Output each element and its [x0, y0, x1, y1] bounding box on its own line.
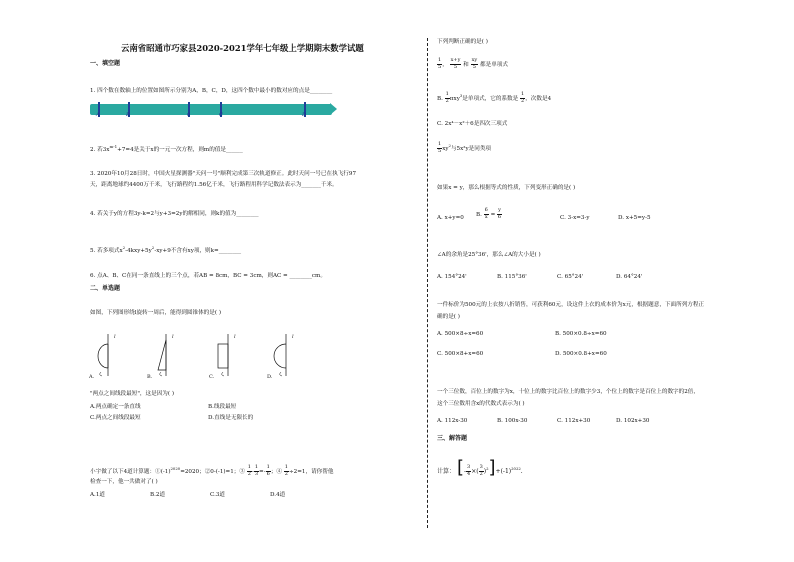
- number-line-arrow: [330, 103, 337, 115]
- q8-option-d: D.直线是无限长的: [208, 415, 254, 421]
- question-1: 1. 四个数在数轴上的位置如图所示分别为A，B，C，D，这四个数中最小的数对应的点是________: [90, 88, 333, 94]
- q8-option-b: B.线段最短: [208, 404, 237, 410]
- question-5: 5. 若多项式$x^2-4kxy+5y^2-xy+9$不含有xy项，则k=________: [90, 245, 242, 254]
- question-4: 4. 若关于y的方程3y-k=2与y+3=2y的解相同，则k的值为________: [90, 211, 259, 217]
- question-6: 6. 点A、B、C在同一条直线上的三个点，若AB = 8cm，BC = 3cm，则AC = ________cm。: [90, 273, 326, 279]
- q11-option-a: A. x+y=0: [437, 215, 464, 221]
- q14-option-b: B. 100x-30: [497, 418, 528, 424]
- figure-c: [209, 334, 236, 380]
- label-a: A: [96, 112, 100, 118]
- question-10: 下列判断正确的是( ): [437, 39, 488, 45]
- question-8: "两点之间线段最短"，这是因为( ): [90, 391, 175, 397]
- svg-text:D.: D.: [267, 374, 273, 380]
- question-11: 如果x = y，那么根据等式的性质，下列变形正确的是( ): [437, 185, 576, 191]
- q11-option-b: B. $\frac{6}{x}$ = $\frac{y}{6}$: [476, 207, 502, 220]
- question-15: 计算： [- $\frac{3}{4}$ ×( $\frac{3}{2}$ )$^2]+(-1)^{2022}$.: [437, 457, 523, 478]
- question-14-line-1: 一个三位数，百位上的数字为x，十位上的数字比百位上的数字少3，个位上的数字是百位上的数字的2倍，: [437, 389, 699, 395]
- q11-option-c: C. 3-x=3-y: [560, 215, 590, 221]
- svg-text:B.: B.: [147, 374, 153, 380]
- question-13-line-2: 确的是( ): [437, 314, 460, 320]
- question-3-line-2: 天，距离地球约4400万千米，飞行路程约1.56亿千米，飞行路程用科学记数法表示为_______千米。: [90, 182, 338, 188]
- q9-option-a: A.1道: [90, 492, 105, 498]
- q13-option-d: D. 500×0.8+x=60: [555, 351, 607, 357]
- q13-option-a: A. 500×8÷x=60: [437, 331, 484, 337]
- label-zero: 0: [187, 112, 191, 118]
- label-c: C: [219, 112, 223, 118]
- q13-option-b: B. 500×0.8÷x=60: [555, 331, 607, 337]
- question-9: 小宇做了以下4道计算题：$①(-1)^{2020}=2020$；②0-(-1)=1；③ $\frac{1}{2}$ - $\frac{1}{3}$ =- $\frac{1}{6}$ ；④ $\frac{1}{2}$ ÷2=1，请你帮他: [90, 464, 334, 477]
- q8-option-c: C.两点之间线段最短: [90, 415, 141, 421]
- section-answer: 三、解答题: [437, 435, 468, 442]
- question-13-line-1: 一件标价为500元的上衣按八折销售，可获利60元，设这件上衣的成本价为x元，根据题意，下面所列方程正: [437, 302, 705, 308]
- svg-text:l: l: [234, 334, 236, 340]
- svg-text:l: l: [172, 334, 174, 340]
- q14-option-c: C. 112x+30: [557, 418, 591, 424]
- q9-option-c: C.3道: [210, 492, 226, 498]
- q10-option-b: B. $\frac{1}{2}$ πxy$^3$是单项式，它的系数是 $\frac{1}{2}$ ，次数是4: [437, 91, 552, 104]
- label-b: B: [126, 112, 130, 118]
- svg-text:C.: C.: [209, 374, 215, 380]
- label-d: D: [302, 112, 307, 118]
- q12-option-d: D. 64°24': [616, 274, 643, 280]
- figure-a: [88, 334, 116, 380]
- question-2: 2. 若$3x^{m-1}+7=4$是关于x的一元一次方程，则m的值是______: [90, 144, 243, 153]
- question-12: ∠A的余角是25°36'，那么∠A的大小是( ): [437, 252, 541, 258]
- figure-d: [267, 334, 294, 380]
- question-3-line-1: 3. 2020年10月28日时，中国火星探测器"天问一号"顺利完成第三次轨道修正。此时天问一号已在执飞行97: [90, 171, 357, 177]
- exam-title: 云南省昭通市巧家县2020-2021学年七年级上学期期末数学试题: [121, 43, 364, 53]
- question-14-line-2: 这个三位数用含x的代数式表示为( ): [437, 401, 525, 407]
- rotation-figures: [88, 332, 328, 382]
- q12-option-b: B. 115°36': [497, 274, 527, 280]
- q9-option-b: B.2道: [150, 492, 166, 498]
- q14-option-a: A. 112x-30: [437, 418, 468, 424]
- q9-option-d: D.4道: [270, 492, 286, 498]
- q8-option-a: A.两点确定一条直线: [90, 404, 141, 410]
- q14-option-d: D. 102x+30: [616, 418, 650, 424]
- figure-b: [147, 334, 174, 380]
- svg-text:l: l: [114, 334, 116, 340]
- question-7: 如图，下列图形绕l旋转一周后，能得到圆锥体的是( ): [90, 310, 221, 316]
- q10-option-a: $\frac{1}{5}$ ， $\frac{x+y}{5}$ 和 $\frac{xy}{5}$ 都是单项式: [438, 57, 508, 70]
- q10-option-c: C. 2x⁴－x²＋6是四次三项式: [437, 121, 508, 127]
- q12-option-a: A. 154°24': [437, 274, 467, 280]
- question-9-line-2: 检查一下，他一共做对了( ): [90, 479, 158, 485]
- section-single-choice: 二、单选题: [90, 285, 121, 292]
- q10-option-d: $\frac{1}{5}$ $xy^2$与5x²y是同类项: [438, 141, 492, 154]
- svg-text:A.: A.: [89, 374, 95, 380]
- q11-option-d: D. x+5=y-5: [618, 215, 651, 221]
- q13-option-c: C. 500×8+x=60: [437, 351, 484, 357]
- q12-option-c: C. 65°24': [557, 274, 584, 280]
- svg-text:l: l: [292, 334, 294, 340]
- section-fill-in: 一、填空题: [90, 60, 121, 67]
- column-divider: [427, 38, 428, 528]
